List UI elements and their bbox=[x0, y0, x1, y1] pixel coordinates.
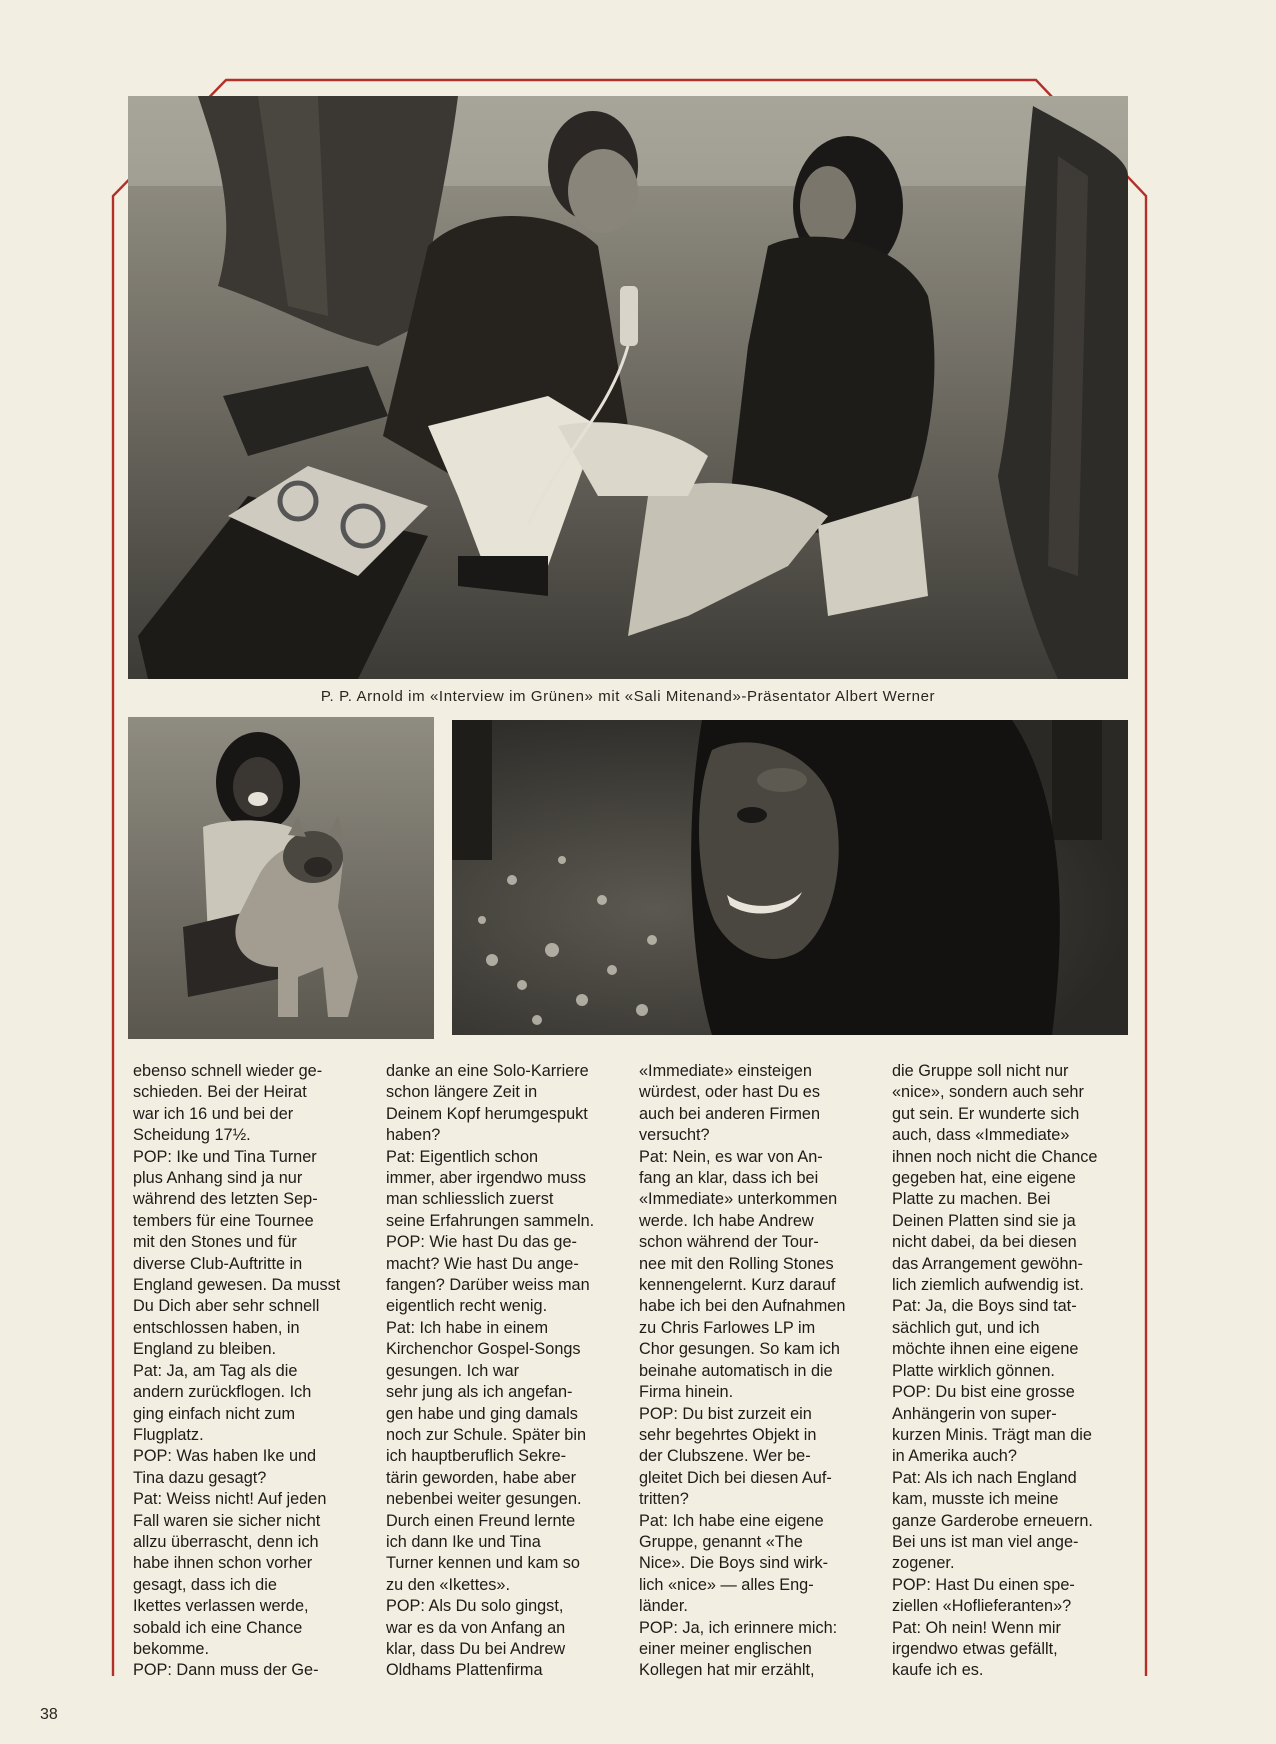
page-number: 38 bbox=[40, 1706, 58, 1723]
photo-caption: P. P. Arnold im «Interview im Grünen» mit «Sali Mitenand»-Präsentator Albert Werner bbox=[320, 688, 936, 705]
article-column-3: «Immediate» einsteigen würdest, oder hast Du es auch bei anderen Firmen versucht? Pat: Nein, es war von An- fang an klar, dass ich bei «Immediate» unterkommen werde. Ich habe Andrew schon während der Tour- nee mit den Rolling Stones kennengelernt. Kurz darauf habe ich bei den Aufnahmen zu Chris Farlowes LP im Chor gesungen. So kam ich beinahe automatisch in die Firma hinein. POP: Du bist zurzeit ein sehr begehrtes Objekt in der Clubszene. Wer be- gleitet Dich bei diesen Auf- tritten? Pat: Ich habe eine eigene Gruppe, genannt «The Nice». Die Boys sind wirk- lich «nice» — alles Eng- länder. POP: Ja, ich erinnere mich: einer meiner englischen Kollegen hat mir erzählt, bbox=[639, 1062, 846, 1680]
interview-under-tree-photo bbox=[128, 96, 1128, 679]
smiling-woman-portrait-photo bbox=[452, 720, 1128, 1035]
article-body bbox=[133, 1061, 1131, 1683]
article-column-1: ebenso schnell wieder ge- schieden. Bei der Heirat war ich 16 und bei der Scheidung 17½. POP: Ike und Tina Turner plus Anhang sind ja nur während des letzten Sep- tembers für eine Tournee mit den Stones und für diverse Club-Auftritte in England gewesen. Da musst Du Dich aber sehr schnell entschlossen haben, in England zu bleiben. Pat: Ja, am Tag als die andern zurückflogen. Ich ging einfach nicht zum Flugplatz. POP: Was haben Ike und Tina dazu gesagt? Pat: Weiss nicht! Auf jeden Fall waren sie sicher nicht allzu überrascht, denn ich habe ihnen schon vorher gesagt, dass ich die Ikettes verlassen werde, sobald ich eine Chance bekomme. POP: Dann muss der Ge- bbox=[133, 1062, 341, 1680]
woman-with-boxer-dog-photo bbox=[128, 717, 434, 1039]
article-column-4: die Gruppe soll nicht nur «nice», sondern auch sehr gut sein. Er wunderte sich auch, dass «Immediate» ihnen noch nicht die Chance gegeben hat, eine eigene Platte zu machen. Bei Deinen Platten sind sie ja nicht dabei, da bei diesen das Arrangement gewöhn- lich ziemlich aufwendig ist. Pat: Ja, die Boys sind tat- sächlich gut, und ich möchte ihnen eine eigene Platte wirklich gönnen. POP: Du bist eine grosse Anhängerin von super- kurzen Minis. Trägt man die in Amerika auch? Pat: Als ich nach England kam, musste ich meine ganze Garderobe erneuern. Bei uns ist man viel ange- zogener. POP: Hast Du einen spe- ziellen «Hoflieferanten»? Pat: Oh nein! Wenn mir irgendwo etwas gefällt, kaufe ich es. bbox=[892, 1062, 1098, 1680]
article-column-2: danke an eine Solo-Karriere schon längere Zeit in Deinem Kopf herumgespukt haben? Pat: Eigentlich schon immer, aber irgendwo muss man schliesslich zuerst seine Erfahrungen sammeln. POP: Wie hast Du das ge- macht? Wie hast Du ange- fangen? Darüber weiss man eigentlich recht wenig. Pat: Ich habe in einem Kirchenchor Gospel-Songs gesungen. Ich war sehr jung als ich angefan- gen habe und ging damals noch zur Schule. Später bin ich hauptberuflich Sekre- tärin geworden, habe aber nebenbei weiter gesungen. Durch einen Freund lernte ich dann Ike und Tina Turner kennen und kam so zu den «Ikettes». POP: Als Du solo gingst, war es da von Anfang an klar, dass Du bei Andrew Oldhams Plattenfirma bbox=[386, 1062, 595, 1680]
